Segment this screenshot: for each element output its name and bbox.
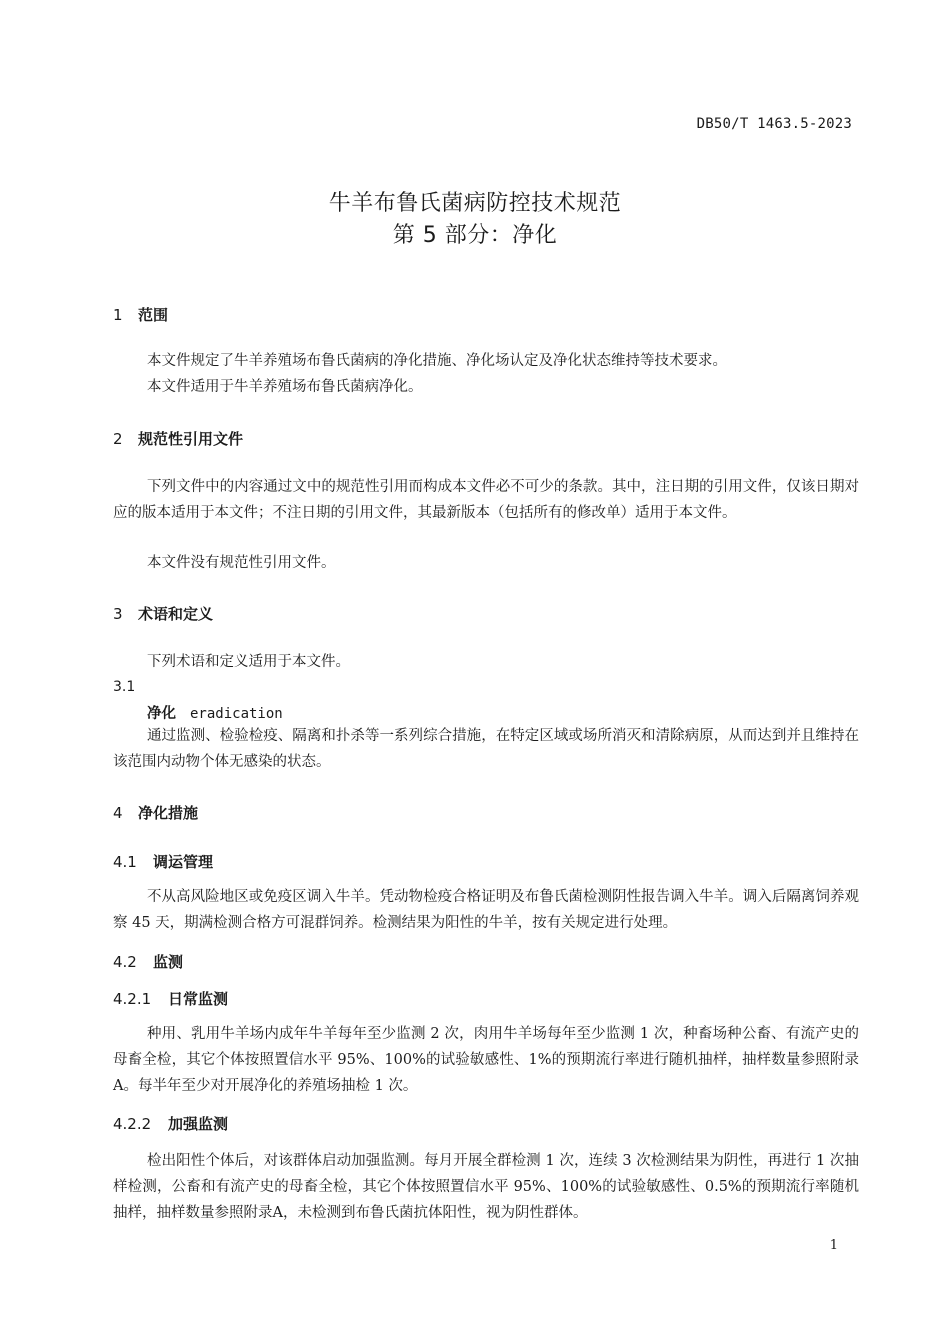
subsection-heading-routine-monitoring: [113, 988, 228, 1009]
document-title: 牛羊布鲁氏菌病防控技术规范: [328, 191, 622, 216]
paragraph: 种用、乳用牛羊场内成年牛羊每年至少监测 2 次，肉用牛羊场每年至少监测 1 次，种畜场种公畜、有流产史的母畜全检，其它个体按照置信水平 95%、100%的试验敏感性、1%的预期流行率进行随机抽样，抽样数量参照附录A。每半年至少对开展净化的养殖场抽检 1 次。: [113, 1026, 859, 1094]
subsection-heading-transport: [113, 851, 213, 872]
subsection-heading-monitoring: [113, 951, 183, 972]
document-code: DB50/T 1463.5-2023: [696, 116, 852, 132]
subsection-number: 4.1: [113, 853, 137, 871]
section-heading-terms: [113, 603, 213, 624]
subsection-title: 日常监测: [168, 990, 229, 1008]
subsection-title: 加强监测: [168, 1115, 229, 1133]
term-chinese: 净化: [147, 706, 176, 722]
paragraph: 下列文件中的内容通过文中的规范性引用而构成本文件必不可少的条款。其中，注日期的引用文件，仅该日期对应的版本适用于本文件；不注日期的引用文件，其最新版本（包括所有的修改单）适用于本文件。: [113, 479, 859, 521]
paragraph: 本文件没有规范性引用文件。: [147, 555, 336, 571]
section-title: 术语和定义: [138, 605, 214, 623]
term-entry: [147, 702, 283, 723]
section-number: 4: [113, 804, 123, 822]
section-title: 范围: [138, 306, 169, 324]
paragraph: 本文件适用于牛羊养殖场布鲁氏菌病净化。: [147, 379, 423, 395]
section-number: 3: [113, 605, 123, 623]
document-subtitle: 第 5 部分：净化: [392, 223, 558, 248]
term-definition: 通过监测、检验检疫、隔离和扑杀等一系列综合措施，在特定区域或场所消灭和清除病原，从而达到并且维持在该范围内动物个体无感染的状态。: [113, 728, 859, 770]
subsection-number: 4.2.2: [113, 1115, 152, 1133]
subsection-title: 监测: [153, 953, 184, 971]
section-number: 2: [113, 430, 123, 448]
section-heading-normative-references: [113, 428, 243, 449]
term-english: eradication: [190, 706, 283, 722]
paragraph: 不从高风险地区或免疫区调入牛羊。凭动物检疫合格证明及布鲁氏菌检测阴性报告调入牛羊。调入后隔离饲养观察 45 天，期满检测合格方可混群饲养。检测结果为阳性的牛羊，按有关规定进行处理。: [113, 889, 859, 931]
section-title: 规范性引用文件: [138, 430, 244, 448]
subsection-number: 4.2.1: [113, 990, 152, 1008]
paragraph: 本文件规定了牛羊养殖场布鲁氏菌病的净化措施、净化场认定及净化状态维持等技术要求。: [147, 353, 727, 369]
subsection-heading-enhanced-monitoring: [113, 1113, 228, 1134]
section-heading-scope: [113, 304, 168, 325]
paragraph: 下列术语和定义适用于本文件。: [147, 654, 350, 670]
paragraph: 检出阳性个体后，对该群体启动加强监测。每月开展全群检测 1 次，连续 3 次检测结果为阴性，再进行 1 次抽样检测，公畜和有流产史的母畜全检，其它个体按照置信水平 95%、100%的试验敏感性、0.5%的预期流行率随机抽样，抽样数量参照附录A，未检测到布鲁氏菌抗体阳性，视为阴性群体。: [113, 1153, 859, 1221]
subsection-title: 调运管理: [153, 853, 214, 871]
section-title: 净化措施: [138, 804, 199, 822]
section-heading-measures: [113, 802, 198, 823]
page-number: 1: [829, 1238, 838, 1253]
subsection-number: 4.2: [113, 953, 137, 971]
term-number: 3.1: [113, 679, 136, 695]
section-number: 1: [113, 306, 123, 324]
